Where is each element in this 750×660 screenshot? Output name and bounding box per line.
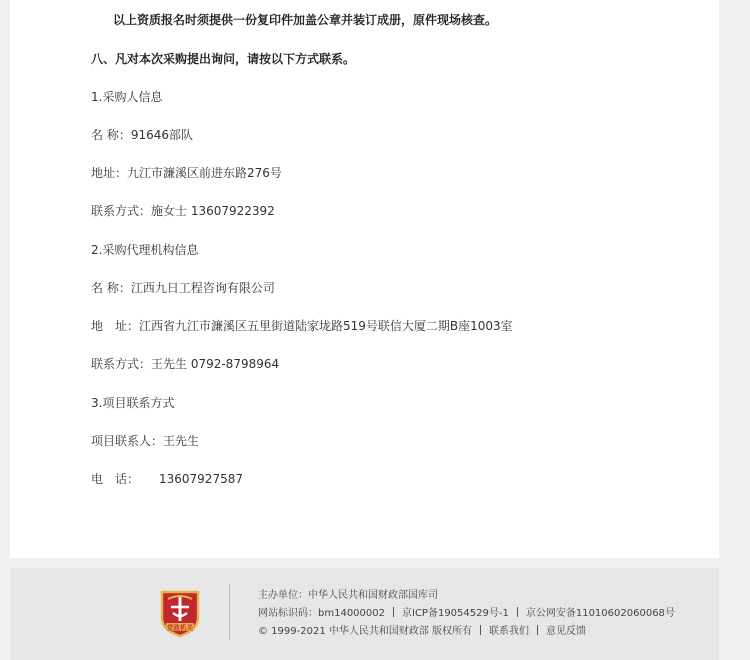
party-government-emblem-icon[interactable] [159, 588, 201, 638]
copyright: © 1999-2021 中华人民共和国财政部 版权所有 [258, 626, 473, 637]
agency-address: 地 址：江西省九江市濂溪区五里街道陆家垅路519号联信大厦二期B座1003室 [91, 319, 513, 333]
icp-link[interactable]: 京ICP备19054529号-1 [402, 608, 509, 619]
separator [480, 625, 481, 635]
footer-divider [229, 584, 230, 640]
project-heading: 3.项目联系方式 [91, 396, 175, 410]
agency-heading: 2.采购代理机构信息 [91, 243, 199, 257]
police-record-link[interactable]: 京公网安备11010602060068号 [525, 608, 675, 619]
site-id: 网站标识码：bm14000002 [258, 608, 385, 619]
footer-copyright-row [258, 625, 586, 639]
agency-contact: 联系方式：王先生 0792-8798964 [91, 357, 280, 371]
purchaser-heading: 1.采购人信息 [91, 90, 163, 104]
footer-sponsor: 主办单位：中华人民共和国财政部国库司 [258, 590, 438, 601]
separator [537, 625, 538, 635]
site-footer [10, 568, 719, 660]
contact-us-link[interactable]: 联系我们 [489, 626, 530, 637]
separator [517, 607, 518, 617]
qualification-note: 以上资质报名时须提供一份复印件加盖公章并装订成册，原件现场核查。 [113, 13, 498, 27]
article-content [10, 0, 719, 558]
project-phone-value: 13607927587 [159, 472, 243, 486]
feedback-link[interactable]: 意见反馈 [546, 626, 587, 637]
section-8-title: 八、凡对本次采购提出询问，请按以下方式联系。 [91, 52, 356, 66]
agency-name: 名 称：江西九日工程咨询有限公司 [91, 281, 275, 295]
purchaser-address: 地址：九江市濂溪区前进东路276号 [91, 166, 282, 180]
project-phone-label: 电 话： [91, 472, 140, 486]
purchaser-name: 名 称：91646部队 [91, 128, 193, 142]
separator [393, 607, 394, 617]
logo-text: 党政机关 [166, 624, 194, 632]
purchaser-contact: 联系方式：施女士 13607922392 [91, 204, 275, 218]
footer-registration [258, 607, 675, 621]
project-contact-person: 项目联系人：王先生 [91, 434, 200, 448]
